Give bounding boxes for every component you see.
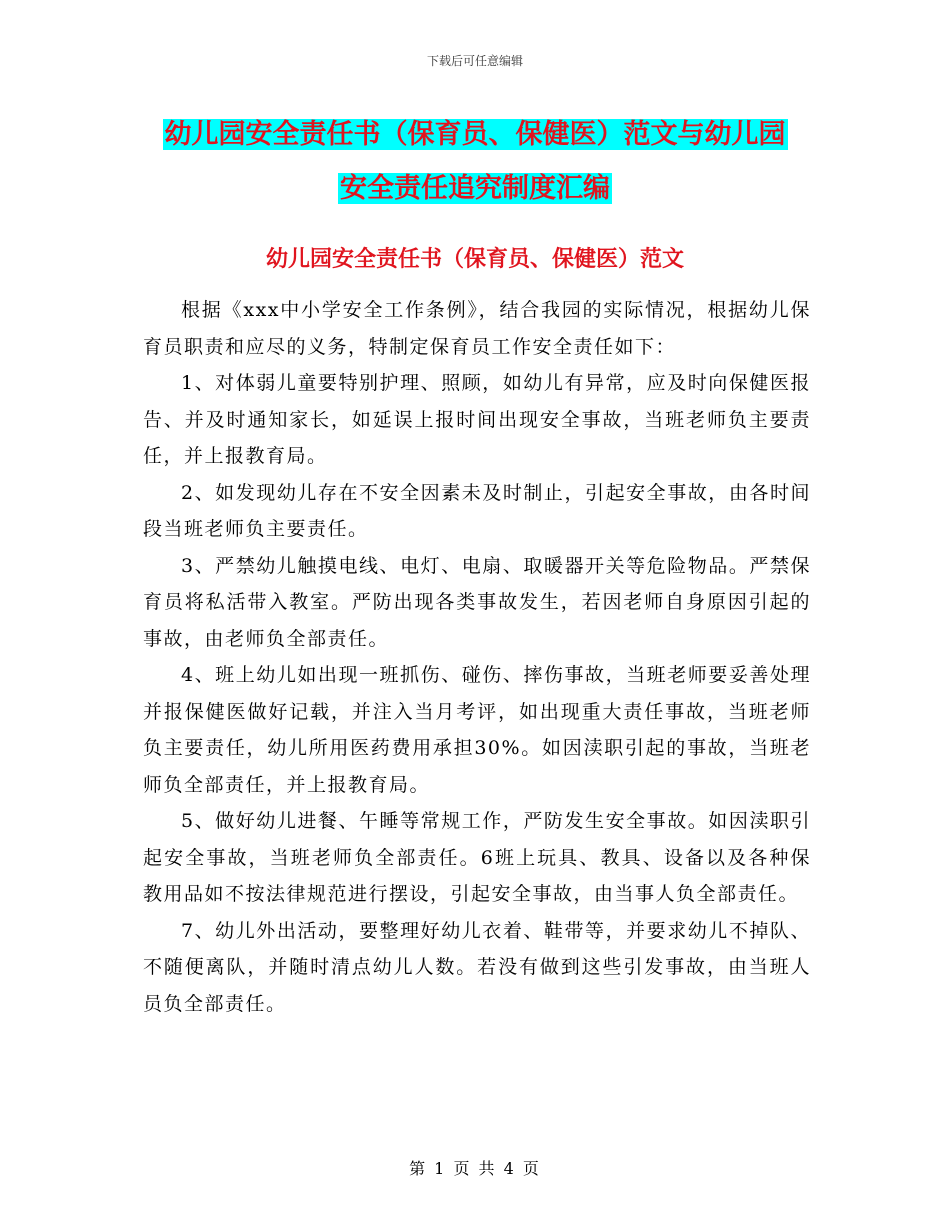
paragraph-item-7: 7、幼儿外出活动，要整理好幼儿衣着、鞋带等，并要求幼儿不掉队、不随便离队，并随时清点幼儿人数。若没有做到这些引发事故，由当班人员负全部责任。 [143,919,811,1015]
paragraph-item-5: 5、做好幼儿进餐、午睡等常规工作，严防发生安全事故。如因渎职引起安全事故，当班老师负全部责任。6班上玩具、教具、设备以及各种保教用品如不按法律规范进行摆设，引起安全事故，由当事人负全部责任。 [143,810,811,905]
paragraph-intro: 根据《xxx中小学安全工作条例》，结合我园的实际情况，根据幼儿保育员职责和应尽的义务，特制定保育员工作安全责任如下： [143,299,811,358]
section-title: 幼儿园安全责任书（保育员、保健医）范文 [265,247,684,272]
paragraph-item-1: 1、对体弱儿童要特别护理、照顾，如幼儿有异常，应及时向保健医报告、并及时通知家长，如延误上报时间出现安全事故，当班老师负主要责任，并上报教育局。 [143,372,811,467]
document-body [143,292,811,1022]
document-title [120,108,830,216]
paragraph-item-2: 2、如发现幼儿存在不安全因素未及时制止，引起安全事故，由各时间段当班老师负主要责任。 [143,481,811,540]
page-footer: 第 1 页 共 4 页 [409,1159,541,1178]
paragraph-item-4: 4、班上幼儿如出现一班抓伤、碰伤、摔伤事故，当班老师要妥善处理并报保健医做好记载，并注入当月考评，如出现重大责任事故，当班老师负主要责任，幼儿所用医药费用承担30%。如因渎职引起的事故，当班老师负全部责任，并上报教育局。 [143,664,811,796]
document-title-line1: 幼儿园安全责任书（保育员、保健医）范文与幼儿园 [164,119,786,150]
header-note: 下载后可任意编辑 [426,54,523,68]
paragraph-item-3: 3、严禁幼儿触摸电线、电灯、电扇、取暖器开关等危险物品。严禁保育员将私活带入教室。严防出现各类事故发生，若因老师自身原因引起的事故，由老师负全部责任。 [143,554,811,650]
document-title-line2: 安全责任追究制度汇编 [340,173,610,204]
